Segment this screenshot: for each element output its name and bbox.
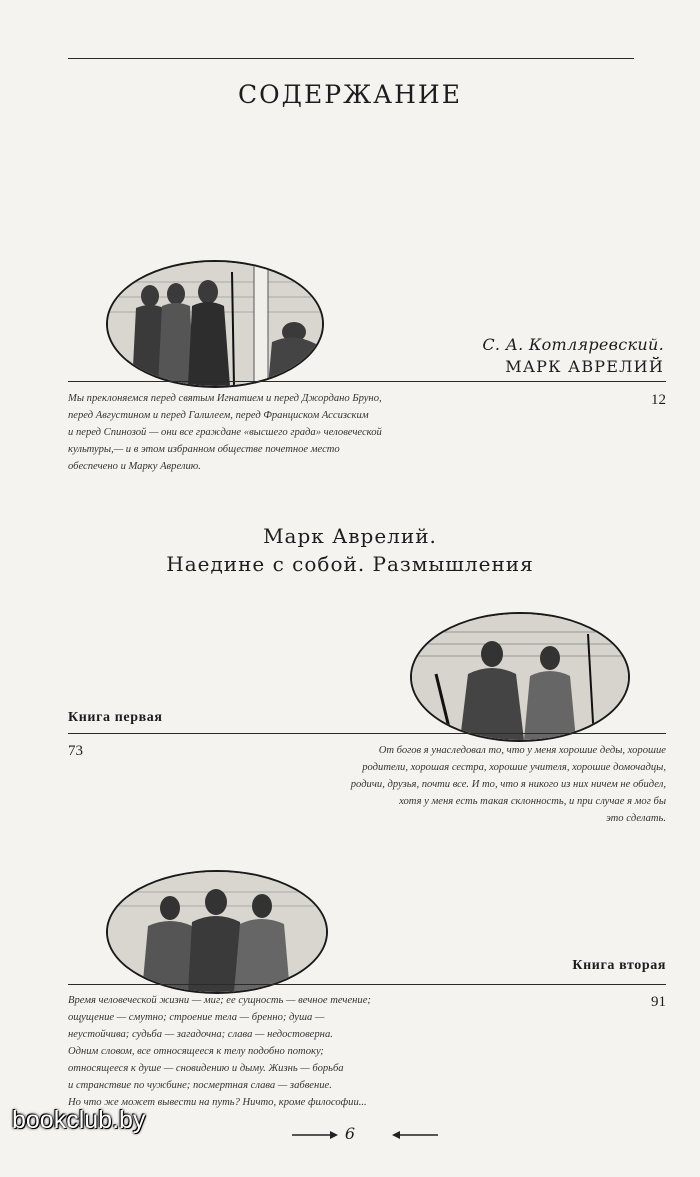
quote-line: Но что же может вывести на путь? Ничто, кроме философии...: [68, 1097, 367, 1108]
entry-quote: [68, 390, 468, 475]
book-page-number: 73: [68, 743, 83, 759]
quote-line: это сделать.: [606, 813, 666, 824]
quote-line: родители, хорошая сестра, хорошие учителя, хорошие домочадцы,: [362, 762, 666, 773]
book-quote: [68, 992, 488, 1111]
book-rule: [68, 733, 666, 734]
section-title: [0, 522, 700, 578]
quote-line: хотя у меня есть такая склонность, и при случае я мог бы: [399, 796, 666, 807]
quote-line: Мы преклоняемся перед святым Игнатием и перед Джордано Бруно,: [68, 393, 382, 404]
section-title-line2: Наедине с собой. Размышления: [166, 552, 534, 576]
section-title-line1: Марк Аврелий.: [263, 524, 437, 548]
quote-line: ощущение — смутно; строение тела — бренно; душа —: [68, 1012, 325, 1023]
quote-line: обеспечено и Марку Аврелию.: [68, 461, 201, 472]
watermark: bookclub.by: [12, 1106, 146, 1134]
page-number: 6: [344, 1124, 356, 1143]
top-rule: [68, 58, 634, 59]
quote-line: перед Августином и перед Галилеем, перед Франциском Ассизским: [68, 410, 369, 421]
quote-line: Одним словом, все относящееся к телу подобно потоку;: [68, 1046, 324, 1057]
book-rule: [68, 984, 666, 985]
page-heading: СОДЕРЖАНИЕ: [238, 80, 462, 109]
quote-line: культуры,— и в этом избранном обществе почетное место: [68, 444, 340, 455]
quote-line: неустойчива; судьба — загадочна; слава — недостоверна.: [68, 1029, 333, 1040]
engraved-figures-vignette: [106, 260, 324, 388]
quote-line: и странствие по чужбине; посмертная слава — забвение.: [68, 1080, 332, 1091]
engraved-three-men-vignette: [106, 870, 328, 994]
book-page-number: 91: [651, 994, 666, 1010]
book-label: Книга вторая: [572, 958, 666, 973]
quote-line: От богов я унаследовал то, что у меня хорошие деды, хорошие: [378, 745, 666, 756]
entry-rule: [68, 381, 666, 382]
entry-page-number: 12: [651, 392, 666, 408]
engraved-couple-vignette: [410, 612, 630, 742]
entry-author: [482, 334, 664, 378]
entry-author-name: С. А. Котляревский.: [482, 335, 664, 354]
quote-line: Время человеческой жизни — миг; ее сущность — вечное течение;: [68, 995, 371, 1006]
entry-title: МАРК АВРЕЛИЙ: [505, 357, 664, 376]
book-quote: [266, 742, 666, 827]
right-ornament-icon: [388, 1129, 440, 1141]
quote-line: родичи, друзья, почти все. И то, что я никого из них ничем не обидел,: [350, 779, 666, 790]
quote-line: и перед Спинозой — они все граждане «высшего града» человеческой: [68, 427, 382, 438]
book-label: Книга первая: [68, 710, 163, 725]
quote-line: относящееся к душе — сновидению и дыму. Жизнь — борьба: [68, 1063, 344, 1074]
